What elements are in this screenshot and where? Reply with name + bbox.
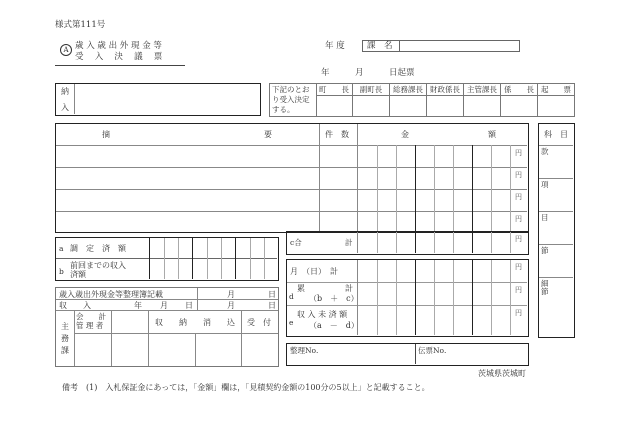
receipt-label: 収 入 bbox=[59, 301, 91, 310]
approval-stamps bbox=[316, 84, 574, 116]
yen-unit: 円 bbox=[515, 215, 522, 223]
kan-input[interactable] bbox=[549, 146, 573, 177]
payer-label-bottom: 入 bbox=[61, 103, 69, 112]
stamp-deputy-mayor[interactable]: 副町長 bbox=[353, 84, 390, 116]
circled-a-mark: A bbox=[60, 44, 72, 56]
ref-no-input[interactable] bbox=[323, 345, 413, 363]
title-line-1: 歳 入 歳 出 外 現 金 等 bbox=[75, 41, 162, 51]
setsu-input[interactable] bbox=[549, 245, 573, 276]
title-line-2: 受 入 決 議 票 bbox=[75, 52, 163, 62]
payer-input[interactable] bbox=[76, 85, 258, 113]
section-input[interactable] bbox=[401, 41, 517, 51]
yen-unit: 円 bbox=[515, 171, 522, 179]
yen-unit: 円 bbox=[515, 193, 522, 201]
stamp-section-head[interactable]: 係 長 bbox=[501, 84, 538, 116]
accountant-label-2: 管 理 者 bbox=[76, 321, 104, 330]
monthly-total-label: 月 （日） 計 bbox=[290, 267, 338, 276]
accept-label: 受 付 bbox=[247, 318, 271, 327]
payer-box bbox=[55, 83, 261, 116]
accountant-stamp-field[interactable] bbox=[75, 334, 110, 365]
fiscal-year-label: 年 度 bbox=[325, 41, 345, 51]
subject-moku: 目 bbox=[541, 213, 549, 222]
summary-input-row-3[interactable] bbox=[57, 190, 318, 210]
yen-unit: 円 bbox=[515, 149, 522, 157]
stamp-mayor[interactable]: 町 長 bbox=[316, 84, 353, 116]
header-summary-2: 要 bbox=[264, 130, 272, 139]
section-field bbox=[362, 40, 520, 52]
assessed-amount-label: 調 定 済 額 bbox=[70, 244, 126, 253]
stamp-general-affairs-chief[interactable]: 総務課長 bbox=[390, 84, 427, 116]
cumulative-label: 累 計 bbox=[297, 284, 353, 293]
slip-no-input[interactable] bbox=[449, 345, 525, 363]
payer-label-top: 納 bbox=[61, 87, 69, 96]
subject-saisetsu: 細節 bbox=[541, 279, 549, 296]
c-total-row: c合 計 円 bbox=[286, 231, 529, 255]
main-table bbox=[55, 123, 529, 233]
header-count: 件 数 bbox=[325, 130, 349, 139]
ledger-record-label: 歳入歳出外現金等整理簿記載 bbox=[59, 290, 163, 299]
form-number: 様式第111号 bbox=[55, 20, 106, 30]
header-amount-2: 額 bbox=[488, 130, 496, 139]
section-label: 課 名 bbox=[367, 41, 393, 51]
outstanding-label: 収 入 未 済 額 bbox=[297, 310, 348, 319]
approval-statement: 下記のとお り受入決定 する。 bbox=[270, 84, 317, 116]
previous-received-label-2: 済額 bbox=[70, 270, 86, 279]
issuer: 茨城県茨城町 bbox=[478, 369, 526, 378]
previous-received-label-1: 前回までの収入 bbox=[70, 261, 126, 270]
account-subjects bbox=[538, 123, 575, 338]
subject-kou: 項 bbox=[541, 180, 549, 189]
outstanding-formula: （a － d） bbox=[309, 321, 359, 330]
moku-input[interactable] bbox=[549, 212, 573, 243]
approval-table bbox=[269, 83, 575, 117]
kou-input[interactable] bbox=[549, 179, 573, 210]
summary-input-row-1[interactable] bbox=[57, 146, 318, 166]
date-created-label: 年 月 日起票 bbox=[321, 68, 415, 78]
form-title bbox=[55, 40, 185, 66]
monthly-totals-table: 月 （日） 計 d 累 計 （b ＋ c） e 収 入 未 済 額 （a － d） 円 円 円 bbox=[286, 259, 529, 337]
saisetsu-input[interactable] bbox=[551, 278, 573, 335]
subject-kan: 款 bbox=[541, 147, 549, 156]
stamp-responsible-chief[interactable]: 主管課長 bbox=[464, 84, 501, 116]
accountant-label-1: 会 計 bbox=[76, 312, 106, 321]
receipt-cancel-label: 収 納 消 込 bbox=[155, 318, 235, 327]
stamp-drafter[interactable]: 起 票 bbox=[538, 84, 574, 116]
footnote: 備考 (1) 入札保証金にあっては，「金額」欄は，「見積契約金額の100分の5以上」と記載すること。 bbox=[62, 383, 430, 392]
cumulative-formula: （b ＋ c） bbox=[309, 294, 359, 303]
header-summary-1: 摘 bbox=[102, 130, 110, 139]
cancel-stamp-field[interactable] bbox=[196, 334, 240, 365]
stamp-finance-head[interactable]: 財政係長 bbox=[427, 84, 464, 116]
accept-stamp-field[interactable] bbox=[242, 334, 277, 365]
header-amount-1: 金 bbox=[401, 130, 409, 139]
reference-numbers bbox=[286, 343, 529, 366]
assessed-previous-table: a 調 定 済 額 b 前回までの収入 済額 bbox=[55, 237, 279, 281]
receipt-stamp-field[interactable] bbox=[149, 334, 194, 365]
dept-stamp-field[interactable] bbox=[112, 311, 147, 365]
ledger-stamps-table: 歳入歳出外現金等整理簿記載 月 日 収 入 年 月 日 月 日 主 務 課 会 計 管 理 者 収 納 消 込 受 付 bbox=[55, 287, 279, 367]
summary-input-row-4[interactable] bbox=[57, 212, 318, 231]
slip-no-label: 伝票No. bbox=[418, 346, 447, 355]
summary-input-row-2[interactable] bbox=[57, 168, 318, 188]
account-subject-header: 科 目 bbox=[544, 130, 568, 139]
ref-no-label: 整理No. bbox=[290, 346, 319, 355]
subject-setsu: 節 bbox=[541, 246, 549, 255]
